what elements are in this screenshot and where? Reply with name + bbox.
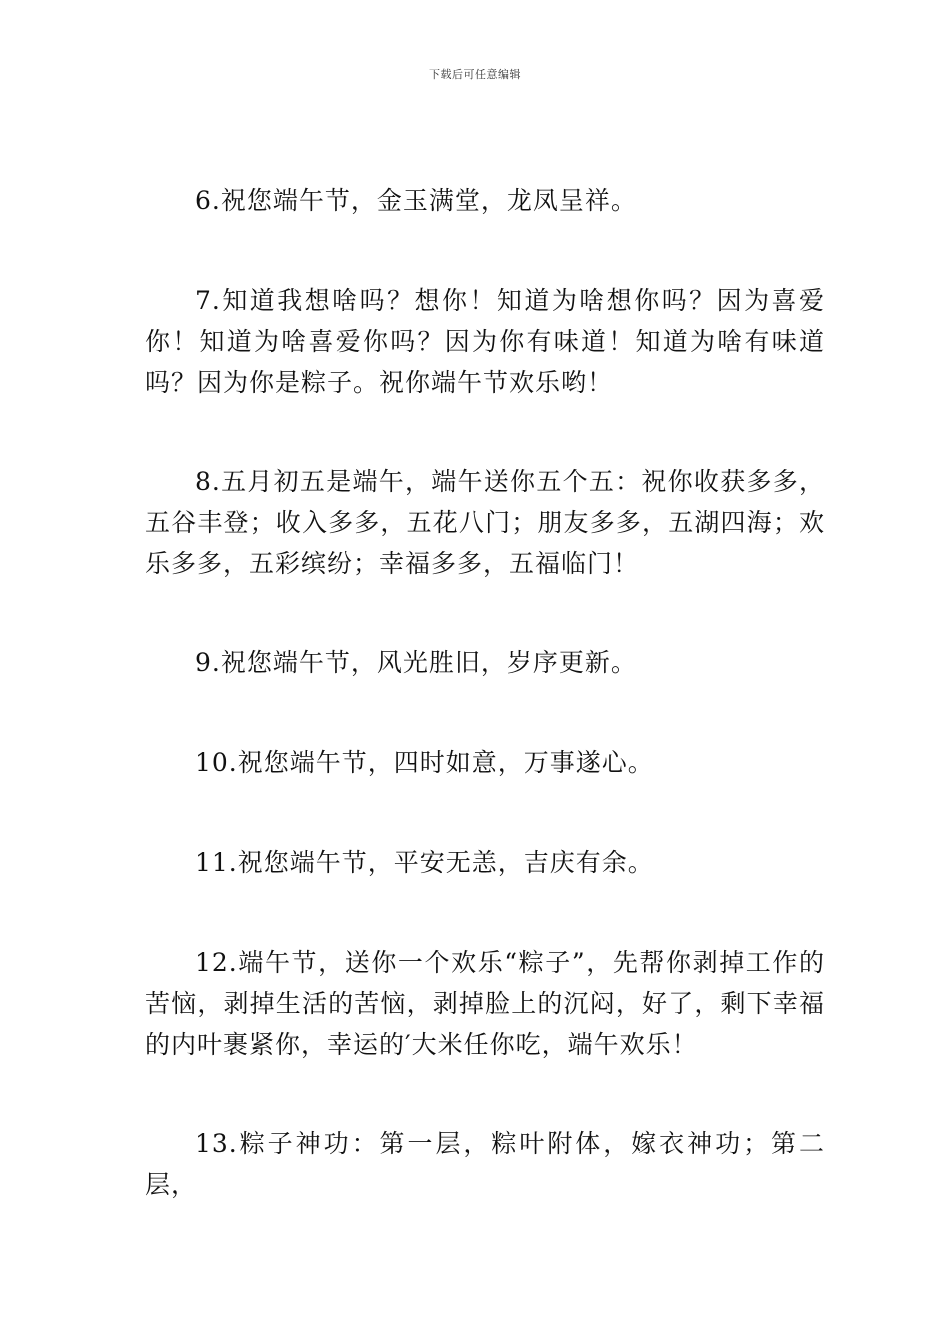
paragraph-10: 10.祝您端午节，四时如意，万事遂心。 — [195, 748, 654, 777]
paragraph-9: 9.祝您端午节，风光胜旧，岁序更新。 — [195, 648, 637, 677]
header-note: 下载后可任意编辑 — [429, 68, 521, 81]
paragraph-13: 13.粽子神功：第一层，粽叶附体，嫁衣神功；第二层， — [145, 1129, 825, 1199]
paragraph-6: 6.祝您端午节，金玉满堂，龙凤呈祥。 — [195, 186, 637, 215]
paragraph-12: 12.端午节，送你一个欢乐“粽子”，先帮你剥掉工作的苦恼，剥掉生活的苦恼，剥掉脸上的沉闷，好了，剩下幸福的内叶裹紧你，幸运的′大米任你吃，端午欢乐！ — [145, 948, 825, 1059]
paragraph-11: 11.祝您端午节，平安无恙，吉庆有余。 — [195, 848, 654, 877]
paragraph-7: 7.知道我想啥吗？想你！知道为啥想你吗？因为喜爱你！知道为啥喜爱你吗？因为你有味道！知道为啥有味道吗？因为你是粽子。祝你端午节欢乐哟！ — [145, 286, 825, 397]
paragraph-8: 8.五月初五是端午，端午送你五个五：祝你收获多多，五谷丰登；收入多多，五花八门；朋友多多，五湖四海；欢乐多多，五彩缤纷；幸福多多，五福临门！ — [145, 467, 825, 578]
document-body — [145, 180, 825, 1263]
